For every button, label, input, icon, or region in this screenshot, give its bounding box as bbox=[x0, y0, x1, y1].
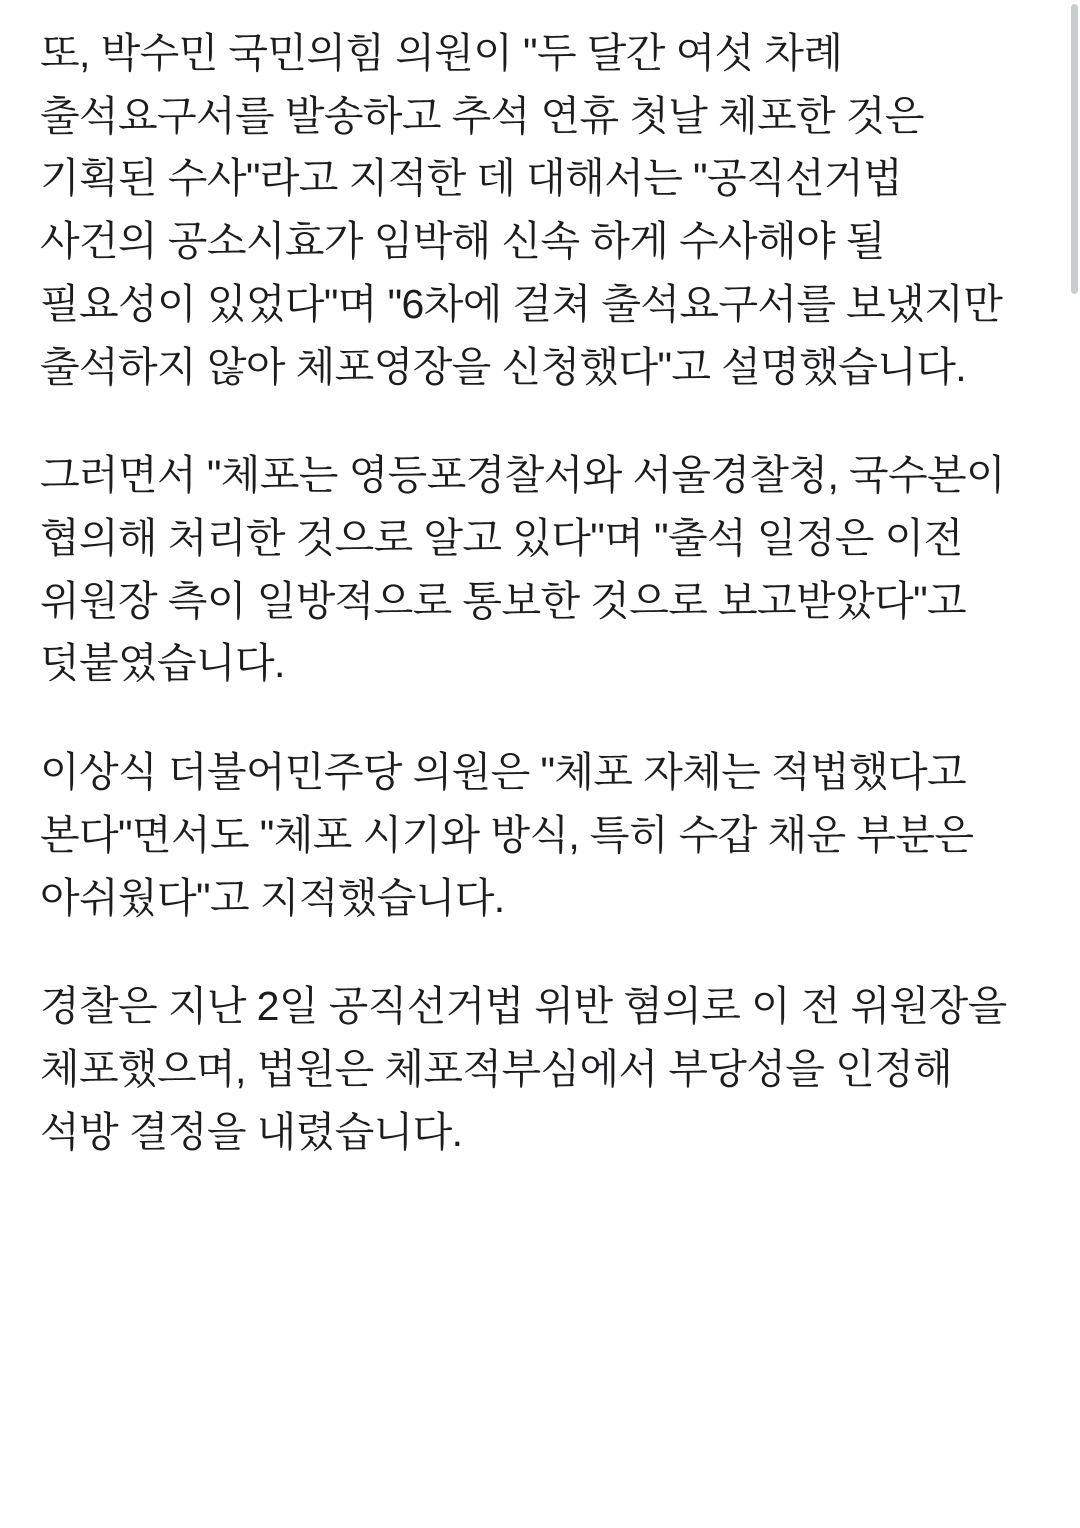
article-paragraph: 경찰은 지난 2일 공직선거법 위반 혐의로 이 전 위원장을 체포했으며, 법원은 체포적부심에서 부당성을 인정해 석방 결정을 내렸습니다. bbox=[40, 983, 1018, 1155]
scrollbar-thumb[interactable] bbox=[1071, 4, 1078, 294]
article-paragraph: 그러면서 "체포는 영등포경찰서와 서울경찰청, 국수본이 협의해 처리한 것으로 알고 있다"며 "출석 일정은 이전 위원장 측이 일방적으로 통보한 것으로 보고받았다"고 덧붙였습니다. bbox=[40, 452, 1016, 687]
article-paragraph: 이상식 더불어민주당 의원은 "체포 자체는 적법했다고 본다"면서도 "체포 시기와 방식, 특히 수갑 채운 부분은 아쉬웠다"고 지적했습니다. bbox=[40, 749, 985, 921]
vertical-scrollbar[interactable] bbox=[1068, 0, 1080, 1528]
article-paragraph: 또, 박수민 국민의힘 의원이 "두 달간 여섯 차례 출석요구서를 발송하고 추석 연휴 첫날 체포한 것은 기획된 수사"라고 지적한 데 대해서는 "공직선거법 사건의 공소시효가 임박해 신속 하게 수사해야 될 필요성이 있었다"며 "6차에 걸쳐 출석요구서를 보냈지만 출석하지 않아 체포영장을 신청했다"고 설명했습니다. bbox=[40, 30, 1013, 390]
